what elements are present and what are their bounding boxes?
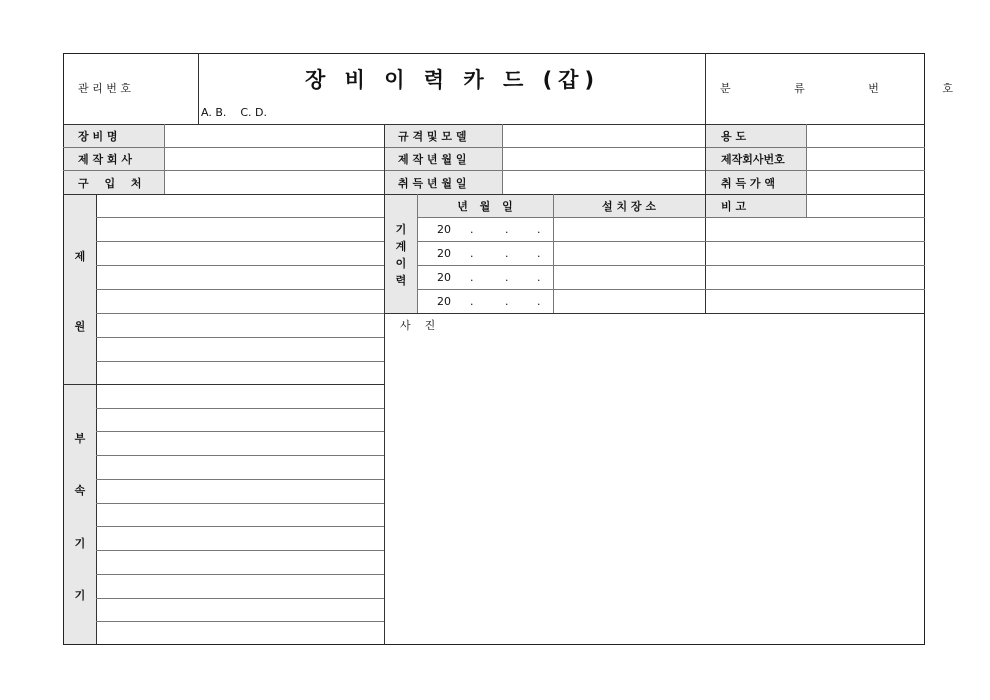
history-row-year: 20	[437, 223, 451, 236]
ruled-line	[96, 361, 384, 362]
history-row-line-1	[417, 241, 925, 242]
ruled-line	[96, 408, 384, 409]
ruled-line	[96, 313, 384, 314]
accessories-label-char-4: 기	[74, 589, 86, 602]
accessories-label-char-1: 부	[74, 432, 86, 445]
ruled-line	[96, 289, 384, 290]
ruled-line	[96, 337, 384, 338]
history-row-dot-1: .	[470, 271, 474, 284]
purchase-source-label: 구 입 처	[78, 176, 142, 190]
history-date-header: 년 월 일	[457, 200, 513, 213]
accessories-label-char-2: 속	[74, 484, 86, 497]
field-col-line-1	[164, 124, 165, 194]
management-number-label: 관 리 번 호	[78, 82, 131, 95]
history-row-dot-2: .	[505, 247, 509, 260]
history-row-dot-1: .	[470, 247, 474, 260]
manufacture-date-label: 제 작 년 월 일	[398, 153, 467, 166]
ruled-line	[96, 265, 384, 266]
history-bottom-line	[384, 313, 925, 314]
main-vertical-divider	[384, 124, 385, 645]
history-row-line-2	[417, 265, 925, 266]
field-row-line-1	[63, 147, 925, 148]
field-col-line-2	[502, 124, 503, 194]
ruled-line	[96, 598, 384, 599]
ruled-line	[96, 479, 384, 480]
history-side-char-4: 력	[395, 274, 407, 287]
history-side-char-2: 계	[395, 240, 407, 253]
history-row-dot-3: .	[537, 223, 541, 236]
ruled-line	[96, 431, 384, 432]
history-side-char-1: 기	[395, 223, 407, 236]
history-row-dot-2: .	[505, 223, 509, 236]
grade-codes: A. B. C. D.	[201, 105, 267, 119]
ruled-line	[96, 526, 384, 527]
history-side-char-3: 이	[395, 257, 407, 270]
accessories-label-char-3: 기	[74, 537, 86, 550]
usage-label: 용 도	[721, 130, 747, 143]
manufacturer-label: 제 작 회 사	[78, 153, 132, 166]
ruled-line	[96, 503, 384, 504]
acquisition-date-label: 취 득 년 월 일	[398, 176, 467, 190]
field-row-line-2	[63, 170, 925, 171]
field-col-line-3	[806, 124, 807, 217]
right-column-divider	[705, 124, 706, 314]
remarks-label: 비 고	[721, 200, 747, 213]
ruled-line	[96, 241, 384, 242]
history-row-dot-2: .	[505, 271, 509, 284]
header-divider-left	[198, 53, 199, 124]
page-title: 장 비 이 력 카 드 (갑)	[305, 68, 601, 92]
history-row-dot-1: .	[470, 223, 474, 236]
history-row-line-3	[417, 289, 925, 290]
history-row-dot-3: .	[537, 295, 541, 308]
history-row-year: 20	[437, 247, 451, 260]
classification-number-label: 분 류 번 호	[720, 82, 953, 95]
specs-label-char-2: 원	[74, 320, 86, 333]
ruled-line	[96, 217, 384, 218]
history-row-year: 20	[437, 295, 451, 308]
photo-label: 사 진	[400, 319, 436, 332]
acquisition-price-label: 취 득 가 액	[721, 176, 775, 190]
manufacturer-serial-label: 제작회사번호	[721, 153, 785, 166]
equipment-name-label: 장 비 명	[78, 130, 118, 143]
spec-model-label: 규 격 및 모 델	[398, 130, 467, 143]
label-bg-history-side	[385, 195, 417, 313]
specs-accessories-divider	[63, 384, 384, 385]
history-row-dot-2: .	[505, 295, 509, 308]
history-row-dot-3: .	[537, 247, 541, 260]
ruled-line	[96, 621, 384, 622]
ruled-line	[96, 455, 384, 456]
header-bottom-line	[63, 124, 925, 125]
history-row-dot-1: .	[470, 295, 474, 308]
history-location-header: 설 치 장 소	[602, 200, 656, 213]
ruled-line	[96, 574, 384, 575]
history-row-dot-3: .	[537, 271, 541, 284]
ruled-line	[96, 550, 384, 551]
header-divider-right	[705, 53, 706, 124]
specs-label-char-1: 제	[74, 250, 86, 263]
history-header-line	[417, 217, 925, 218]
history-row-year: 20	[437, 271, 451, 284]
